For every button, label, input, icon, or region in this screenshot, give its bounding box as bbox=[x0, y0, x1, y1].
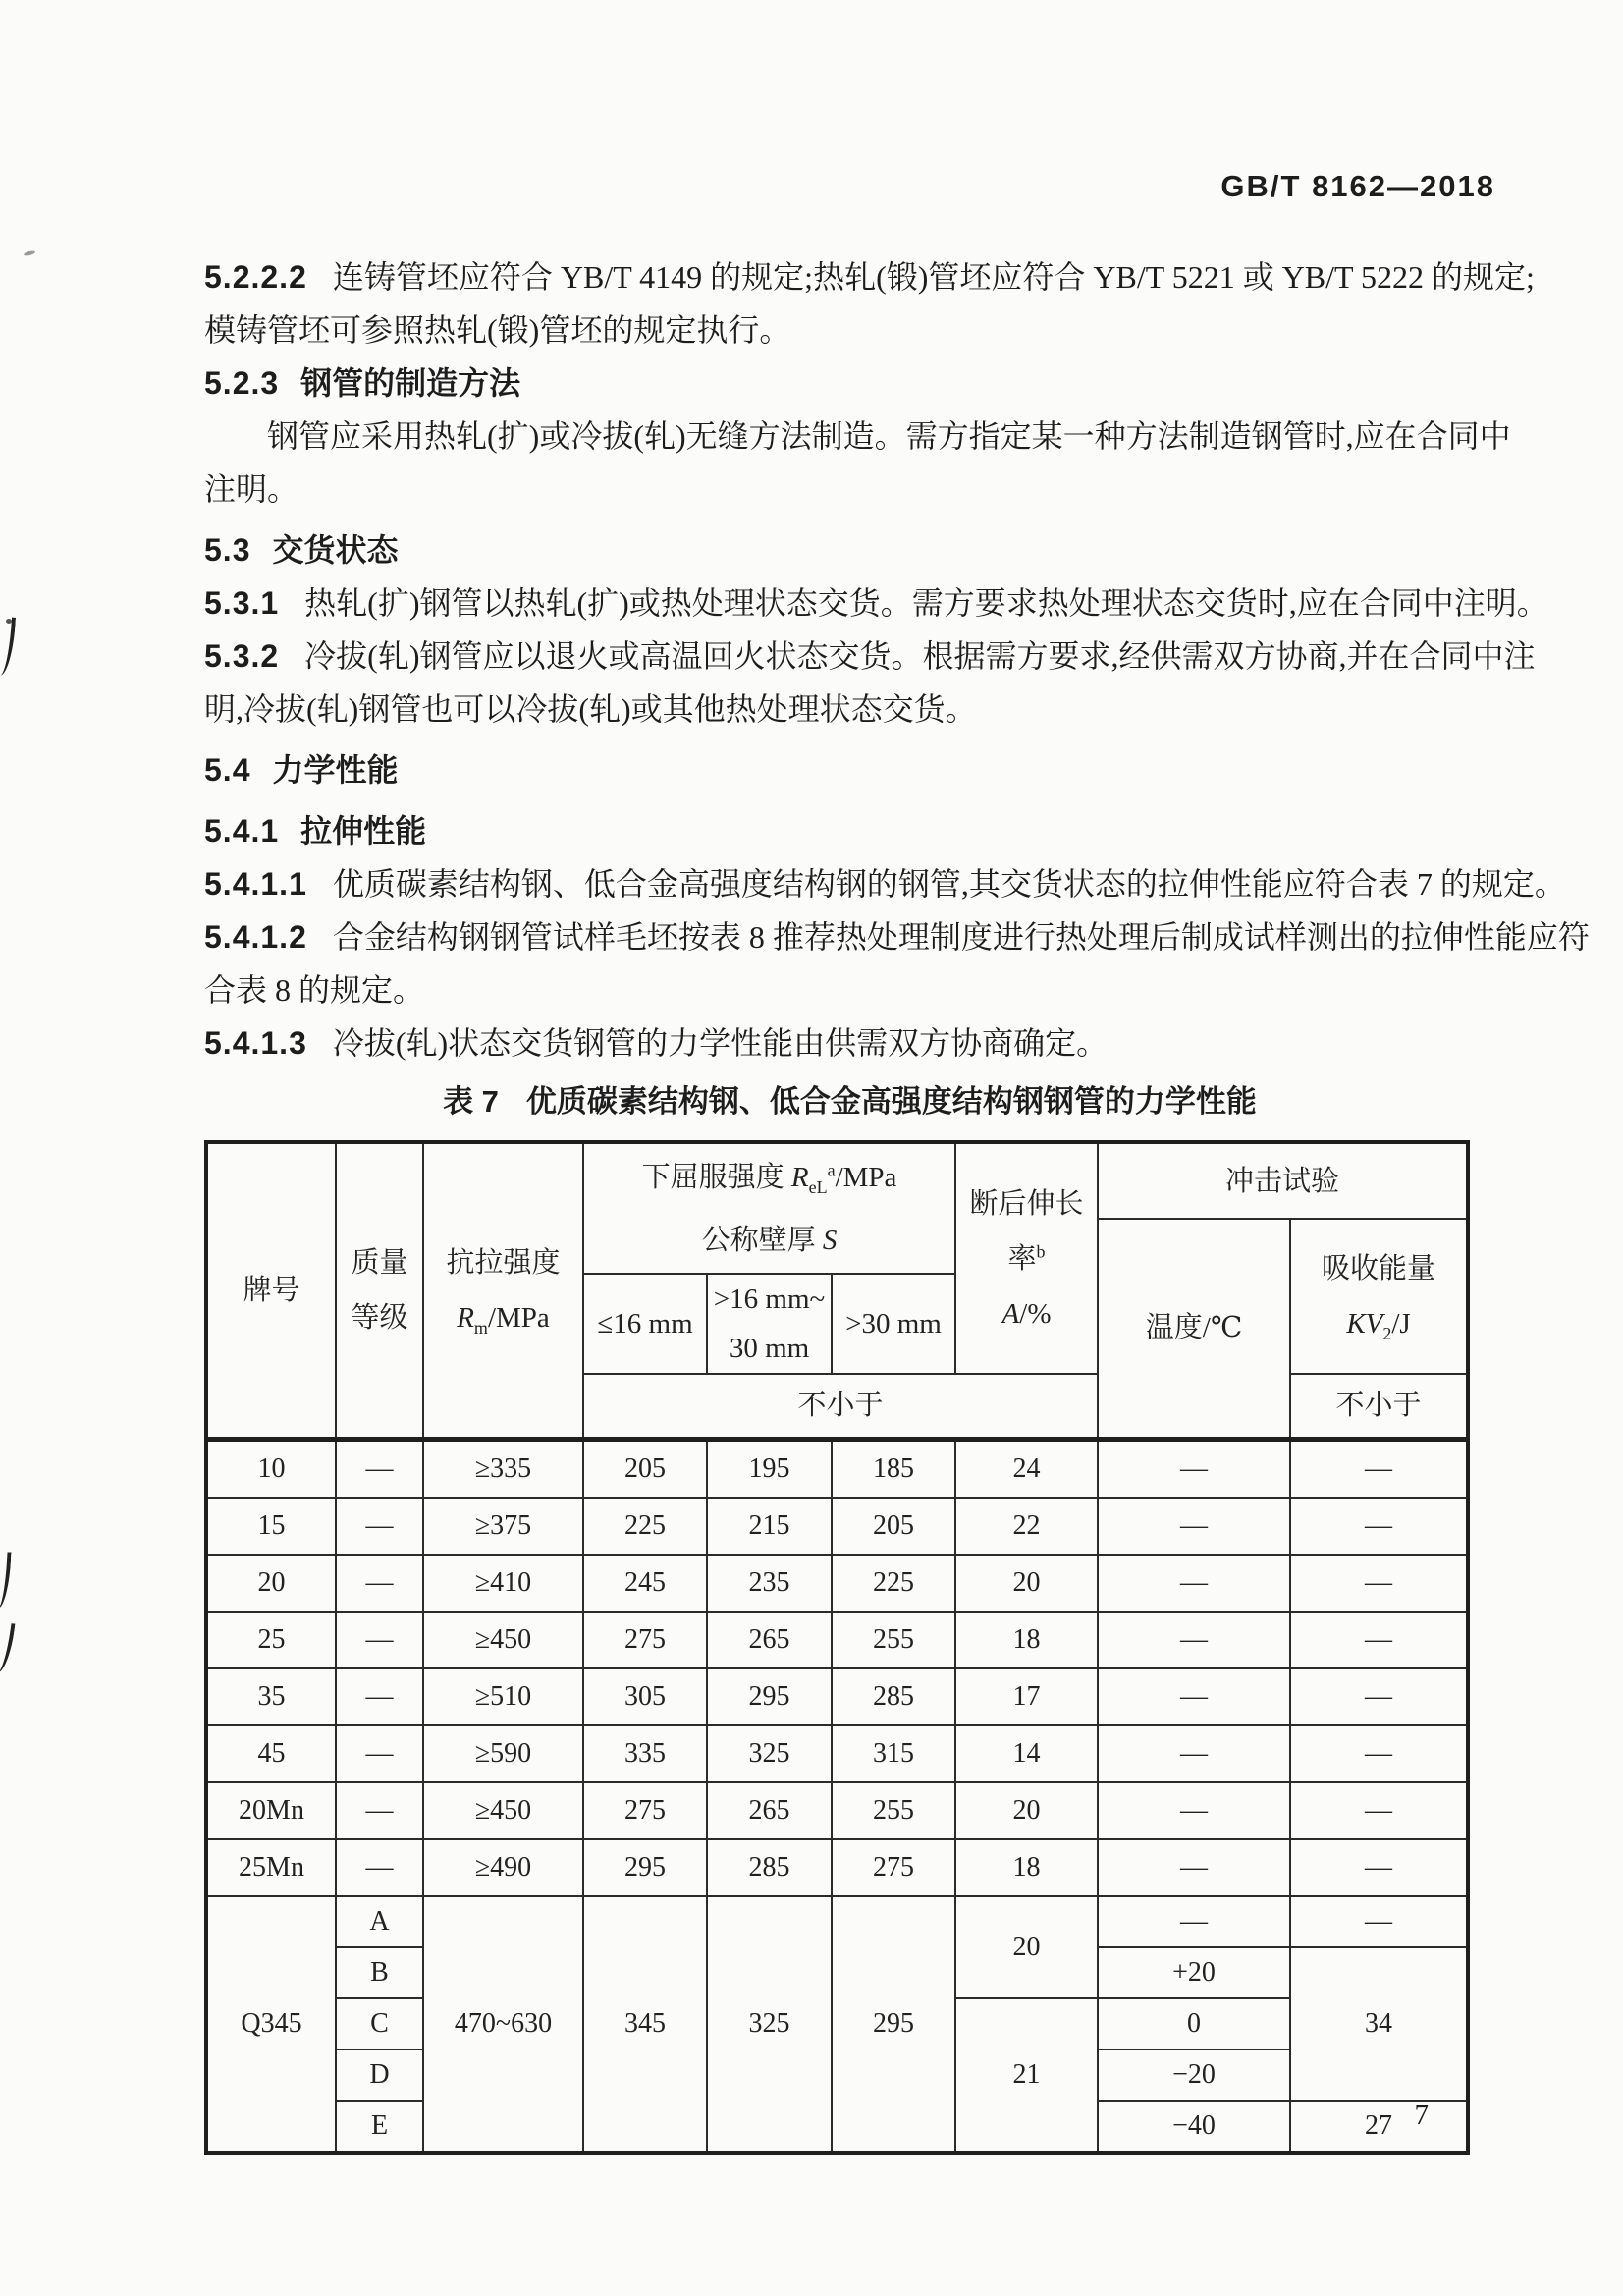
table7-title-text: 优质碳素结构钢、低合金高强度结构钢钢管的力学性能 bbox=[525, 1084, 1257, 1119]
table7 bbox=[204, 1140, 1466, 2155]
energy-line1: 吸收能量 bbox=[1322, 1253, 1436, 1285]
cell-energy: — bbox=[1290, 1839, 1468, 1896]
symbol-A: A bbox=[1001, 1297, 1020, 1330]
cell-tensile: ≥490 bbox=[423, 1839, 583, 1896]
clause-number: 5.3.1 bbox=[204, 585, 280, 621]
symbol-S: S bbox=[822, 1224, 838, 1256]
heading-5.2.3 bbox=[204, 356, 1495, 410]
clause-5.2.2.2-line1 bbox=[204, 250, 1535, 303]
cell-grade: B bbox=[336, 1947, 423, 1998]
cell-elongation: 18 bbox=[955, 1839, 1098, 1896]
cell-energy: 27 bbox=[1290, 2101, 1468, 2153]
col-header-wt-gt30: >30 mm bbox=[832, 1274, 955, 1374]
yield-line1 bbox=[584, 1158, 954, 1197]
cell-yield2: 295 bbox=[707, 1668, 832, 1725]
table-row bbox=[206, 1555, 1468, 1612]
cell-yield1: 275 bbox=[583, 1612, 707, 1668]
cell-tensile: ≥450 bbox=[423, 1612, 583, 1668]
heading-5.4 bbox=[204, 743, 1495, 796]
cell-tensile: ≥410 bbox=[423, 1555, 583, 1612]
clause-text: 优质碳素结构钢、低合金高强度结构钢的钢管,其交货状态的拉伸性能应符合表 7 的规定。 bbox=[332, 866, 1566, 902]
clause-5.2.2.2-line2 bbox=[204, 303, 1495, 356]
superscript-a: a bbox=[827, 1159, 836, 1179]
clause-number: 5.2.3 bbox=[204, 365, 280, 401]
cell-grade: — bbox=[336, 1839, 423, 1896]
para-text: 钢管应采用热轧(扩)或冷拔(轧)无缝方法制造。需方指定某一种方法制造钢管时,应在合同中 bbox=[267, 418, 1511, 454]
table-row bbox=[206, 1668, 1468, 1725]
subscript-eL: eL bbox=[808, 1176, 828, 1197]
cell-elongation: 17 bbox=[955, 1668, 1098, 1725]
cell-elongation: 21 bbox=[955, 1998, 1098, 2153]
cell-temp: — bbox=[1098, 1439, 1290, 1498]
cell-grade: — bbox=[336, 1498, 423, 1555]
cell-tensile: ≥590 bbox=[423, 1725, 583, 1782]
tensile-line2 bbox=[424, 1290, 582, 1345]
cell-brand: 45 bbox=[206, 1725, 336, 1782]
cell-yield3: 255 bbox=[832, 1782, 955, 1839]
cell-yield3: 285 bbox=[832, 1668, 955, 1725]
col-header-elongation bbox=[955, 1142, 1098, 1374]
col-header-yield-strength bbox=[583, 1142, 955, 1274]
superscript-b: b bbox=[1036, 1240, 1046, 1261]
cell-elongation: 20 bbox=[955, 1782, 1098, 1839]
cell-grade: — bbox=[336, 1439, 423, 1498]
cell-yield1: 295 bbox=[583, 1839, 707, 1896]
cell-elongation: 24 bbox=[955, 1439, 1098, 1498]
cell-tensile: ≥450 bbox=[423, 1782, 583, 1839]
symbol-KV: KV bbox=[1346, 1308, 1383, 1339]
body-text bbox=[204, 250, 1590, 1128]
table7-title-label: 表 7 bbox=[443, 1084, 499, 1119]
cell-brand: 10 bbox=[206, 1439, 336, 1498]
cell-elongation: 22 bbox=[955, 1498, 1098, 1555]
clause-5.4.1.1-line1 bbox=[204, 857, 1566, 910]
yield-label: 下屈服强度 bbox=[641, 1161, 791, 1193]
cell-yield1: 245 bbox=[583, 1555, 707, 1612]
wall-label: 公称壁厚 bbox=[701, 1224, 823, 1256]
cell-yield3: 295 bbox=[832, 1896, 955, 2153]
table-row bbox=[206, 1782, 1468, 1839]
cell-energy: — bbox=[1290, 1612, 1468, 1668]
cell-temp: — bbox=[1098, 1668, 1290, 1725]
not-less-than-right: 不小于 bbox=[1290, 1374, 1468, 1439]
table-row bbox=[206, 1839, 1468, 1896]
symbol-R: R bbox=[457, 1301, 474, 1334]
subscript-2: 2 bbox=[1382, 1323, 1392, 1343]
clause-5.3.1-line1 bbox=[204, 576, 1548, 629]
clause-text: 模铸管坯可参照热轧(锻)管坯的规定执行。 bbox=[204, 312, 791, 348]
clause-5.3.2-line2 bbox=[204, 683, 1495, 736]
cell-energy: — bbox=[1290, 1439, 1468, 1498]
cell-yield2: 325 bbox=[707, 1896, 832, 2153]
cell-yield2: 235 bbox=[707, 1555, 832, 1612]
not-less-than-left: 不小于 bbox=[583, 1374, 1098, 1439]
clause-number: 5.4.1.3 bbox=[204, 1025, 307, 1061]
cell-temp: +20 bbox=[1098, 1947, 1290, 1998]
cell-energy: 34 bbox=[1290, 1947, 1468, 2101]
cell-yield1: 275 bbox=[583, 1782, 707, 1839]
cell-elongation: 20 bbox=[955, 1896, 1098, 1998]
energy-unit: /J bbox=[1391, 1308, 1411, 1339]
clause-text: 明,冷拔(轧)钢管也可以冷拔(轧)或其他热处理状态交货。 bbox=[204, 691, 977, 727]
symbol-R: R bbox=[790, 1161, 809, 1193]
cell-grade: E bbox=[336, 2101, 423, 2153]
col-header-absorbed-energy bbox=[1290, 1219, 1468, 1374]
clause-number: 5.4 bbox=[204, 752, 251, 788]
cell-yield2: 265 bbox=[707, 1612, 832, 1668]
col-header-brand: 牌号 bbox=[206, 1142, 336, 1439]
cell-temp: — bbox=[1098, 1555, 1290, 1612]
cell-yield2: 215 bbox=[707, 1498, 832, 1555]
clause-number: 5.4.1.1 bbox=[204, 866, 307, 902]
elongation-unit: /% bbox=[1019, 1297, 1052, 1330]
document-number: GB/T 8162—2018 bbox=[1220, 169, 1495, 203]
table-row bbox=[206, 1498, 1468, 1555]
clause-number: 5.4.1.2 bbox=[204, 919, 307, 955]
cell-brand: 20Mn bbox=[206, 1782, 336, 1839]
cell-brand: 35 bbox=[206, 1668, 336, 1725]
cell-grade: — bbox=[336, 1725, 423, 1782]
tensile-line1: 抗拉强度 bbox=[446, 1246, 561, 1279]
energy-line2 bbox=[1291, 1296, 1466, 1351]
cell-yield3: 205 bbox=[832, 1498, 955, 1555]
cell-yield3: 255 bbox=[832, 1612, 955, 1668]
heading-text: 钢管的制造方法 bbox=[300, 365, 521, 401]
subscript-m: m bbox=[473, 1317, 488, 1338]
heading-5.3 bbox=[204, 523, 1495, 576]
cell-tensile: ≥375 bbox=[423, 1498, 583, 1555]
para-5.2.3-line2 bbox=[204, 463, 1495, 516]
cell-temp: — bbox=[1098, 1839, 1290, 1896]
cell-temp: −20 bbox=[1098, 2050, 1290, 2101]
elongation-line2 bbox=[956, 1286, 1097, 1341]
clause-number: 5.4.1 bbox=[204, 813, 280, 848]
heading-5.4.1 bbox=[204, 804, 1495, 857]
scan-artifact bbox=[6, 619, 12, 624]
col-header-wt-16-30 bbox=[707, 1274, 832, 1374]
cell-tensile: ≥510 bbox=[423, 1668, 583, 1725]
cell-yield3: 315 bbox=[832, 1725, 955, 1782]
cell-yield3: 225 bbox=[832, 1555, 955, 1612]
cell-brand: Q345 bbox=[206, 1896, 336, 2153]
clause-text: 合表 8 的规定。 bbox=[204, 972, 425, 1008]
cell-elongation: 14 bbox=[955, 1725, 1098, 1782]
cell-temp: — bbox=[1098, 1725, 1290, 1782]
clause-text: 热轧(扩)钢管以热轧(扩)或热处理状态交货。需方要求热处理状态交货时,应在合同中注明。 bbox=[304, 585, 1548, 621]
table-row-q345-a bbox=[206, 1896, 1468, 1947]
cell-yield1: 225 bbox=[583, 1498, 707, 1555]
clause-text: 冷拔(轧)钢管应以退火或高温回火状态交货。根据需方要求,经供需双方协商,并在合同中注 bbox=[304, 638, 1536, 674]
elongation-line1 bbox=[956, 1176, 1097, 1286]
clause-text: 合金结构钢钢管试样毛坯按表 8 推荐热处理制度进行热处理后制成试样测出的拉伸性能应符 bbox=[332, 919, 1590, 955]
cell-temp: — bbox=[1098, 1896, 1290, 1947]
cell-yield2: 195 bbox=[707, 1439, 832, 1498]
cell-yield1: 335 bbox=[583, 1725, 707, 1782]
heading-text: 交货状态 bbox=[272, 532, 399, 568]
clause-text: 连铸管坯应符合 YB/T 4149 的规定;热轧(锻)管坯应符合 YB/T 5221 或 YB/T 5222 的规定; bbox=[332, 259, 1535, 295]
cell-energy: — bbox=[1290, 1725, 1468, 1782]
clause-5.3.2-line1 bbox=[204, 629, 1536, 683]
cell-grade: C bbox=[336, 1998, 423, 2050]
wall-thickness-line bbox=[584, 1221, 954, 1260]
cell-temp: — bbox=[1098, 1782, 1290, 1839]
cell-temp: 0 bbox=[1098, 1998, 1290, 2050]
cell-temp: — bbox=[1098, 1498, 1290, 1555]
cell-yield2: 285 bbox=[707, 1839, 832, 1896]
cell-energy: — bbox=[1290, 1896, 1468, 1947]
heading-text: 力学性能 bbox=[272, 752, 399, 788]
cell-temp: — bbox=[1098, 1612, 1290, 1668]
clause-number: 5.3.2 bbox=[204, 638, 280, 674]
grade-line2: 等级 bbox=[351, 1301, 408, 1334]
cell-energy: — bbox=[1290, 1668, 1468, 1725]
cell-brand: 15 bbox=[206, 1498, 336, 1555]
col-header-grade bbox=[336, 1142, 423, 1439]
cell-grade: — bbox=[336, 1782, 423, 1839]
wt2-line2: 30 mm bbox=[729, 1333, 810, 1364]
para-5.2.3-line1 bbox=[204, 410, 1511, 463]
clause-5.4.1.2-line2 bbox=[204, 963, 1495, 1016]
clause-number: 5.2.2.2 bbox=[204, 259, 307, 295]
cell-grade: — bbox=[336, 1555, 423, 1612]
para-text: 注明。 bbox=[204, 471, 299, 507]
table-row bbox=[206, 1725, 1468, 1782]
col-header-impact-test: 冲击试验 bbox=[1098, 1142, 1468, 1219]
page-number: 7 bbox=[1414, 2100, 1429, 2131]
clause-5.4.1.3-line1 bbox=[204, 1016, 1495, 1069]
cell-energy: — bbox=[1290, 1782, 1468, 1839]
cell-grade: A bbox=[336, 1896, 423, 1947]
col-header-tensile-strength bbox=[423, 1142, 583, 1439]
cell-brand: 25 bbox=[206, 1612, 336, 1668]
table-row bbox=[206, 1439, 1468, 1498]
cell-energy: — bbox=[1290, 1498, 1468, 1555]
wt2-line1: >16 mm~ bbox=[713, 1284, 826, 1315]
cell-yield3: 275 bbox=[832, 1839, 955, 1896]
clause-number: 5.3 bbox=[204, 532, 251, 568]
cell-brand: 20 bbox=[206, 1555, 336, 1612]
cell-elongation: 18 bbox=[955, 1612, 1098, 1668]
cell-grade: — bbox=[336, 1612, 423, 1668]
cell-temp: −40 bbox=[1098, 2101, 1290, 2153]
clause-5.4.1.2-line1 bbox=[204, 910, 1590, 963]
table-row bbox=[206, 1612, 1468, 1668]
tensile-unit: /MPa bbox=[487, 1301, 550, 1334]
grade-line1: 质量 bbox=[351, 1246, 408, 1279]
cell-grade: — bbox=[336, 1668, 423, 1725]
cell-elongation: 20 bbox=[955, 1555, 1098, 1612]
cell-yield1: 205 bbox=[583, 1439, 707, 1498]
cell-yield1: 305 bbox=[583, 1668, 707, 1725]
table7-grid bbox=[204, 1140, 1470, 2155]
heading-text: 拉伸性能 bbox=[300, 813, 427, 848]
table7-title bbox=[204, 1075, 1495, 1128]
cell-yield2: 325 bbox=[707, 1725, 832, 1782]
cell-yield2: 265 bbox=[707, 1782, 832, 1839]
yield-unit: /MPa bbox=[835, 1161, 897, 1193]
cell-grade: D bbox=[336, 2050, 423, 2101]
col-header-temperature: 温度/℃ bbox=[1098, 1219, 1290, 1439]
col-header-wt-le16: ≤16 mm bbox=[583, 1274, 707, 1374]
cell-yield1: 345 bbox=[583, 1896, 707, 2153]
cell-tensile: ≥335 bbox=[423, 1439, 583, 1498]
cell-yield3: 185 bbox=[832, 1439, 955, 1498]
elongation-label: 断后伸长率 bbox=[969, 1187, 1084, 1275]
cell-brand: 25Mn bbox=[206, 1839, 336, 1896]
cell-tensile: 470~630 bbox=[423, 1896, 583, 2153]
cell-energy: — bbox=[1290, 1555, 1468, 1612]
clause-text: 冷拔(轧)状态交货钢管的力学性能由供需双方协商确定。 bbox=[332, 1025, 1109, 1061]
